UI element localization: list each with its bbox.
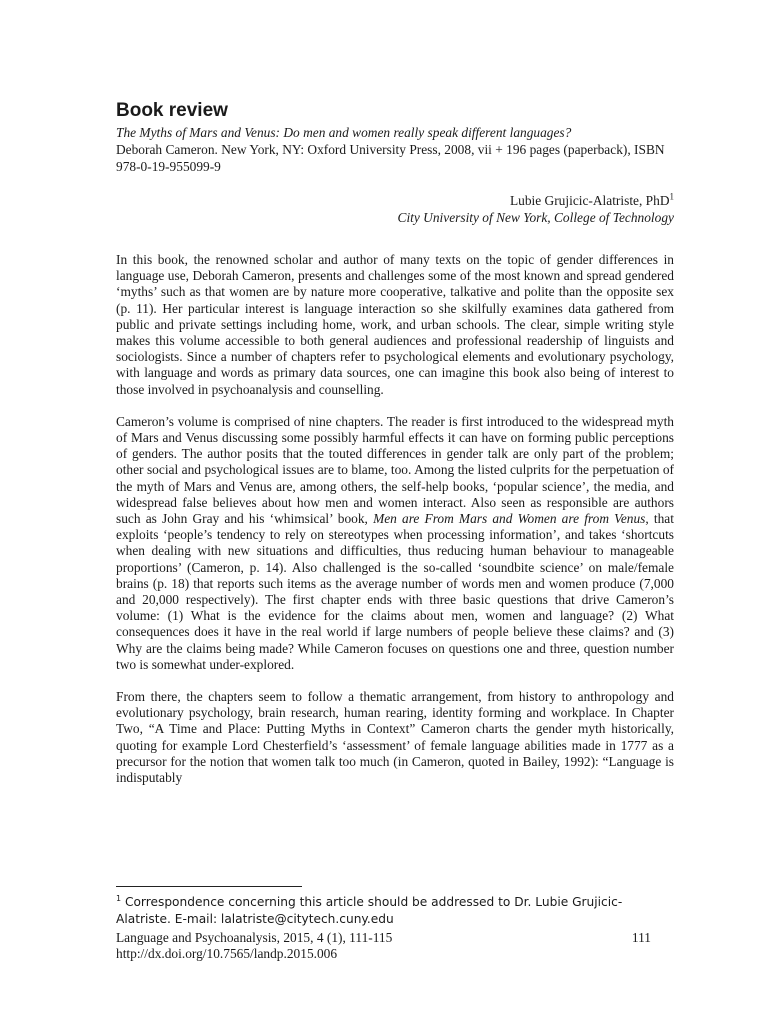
book-citation: [116, 124, 674, 175]
author-block: [116, 192, 674, 226]
footnote-mark: 1: [116, 893, 122, 903]
footnote-divider: [116, 886, 302, 887]
footnote: [116, 894, 674, 928]
author-affiliation: City University of New York, College of Technology: [397, 210, 674, 225]
body-paragraph-2: [116, 414, 674, 673]
doi-link[interactable]: http://dx.doi.org/10.7565/landp.2015.006: [116, 946, 338, 961]
author-name: Lubie Grujicic-Alatriste, PhD: [509, 193, 670, 208]
footnote-text: Correspondence concerning this article should be addressed to Dr. Lubie Grujicic-Alatriste. E-mail: lalatriste@citytech.cuny.edu: [116, 895, 623, 926]
body-paragraph-3: From there, the chapters seem to follow a thematic arrangement, from history to anthropology and evolutionary psychology, brain research, human rearing, identity forming and workplace. In Chapter Two, “A Time and Place: Putting Myths in Context” Cameron charts the gender myth historically, quoting for example Lord Chesterfield’s ‘assessment’ of female language abilities made in 1777 as a precursor for the notion that women talk too much (in Cameron, quoted in Bailey, 1992): “Language is indisputably: [116, 689, 674, 786]
page-number: 111: [631, 930, 651, 945]
page-title: Book review: [116, 100, 228, 121]
cited-book-title: Men are From Mars and Women are from Venus: [373, 511, 646, 527]
author-footnote-mark: 1: [669, 191, 674, 202]
article-page: [116, 98, 674, 786]
paragraph-2-text-b: , that exploits ‘people’s tendency to rely on stereotypes when processing information’, and takes ‘shortcuts when dealing with new situations and difficulties, thus reducing human behaviour to manageable proportions’ (Cameron, p. 14). Also challenged is the so-called ‘soundbite science’ on male/female brains (p. 18) that reports such items as the average number of words men and women produce (7,000 and 20,000 respectively). The first chapter ends with three basic questions that drive Cameron’s volume: (1) What is the evidence for the claims about men, women and language? (2) What consequences does it have in the real world if large numbers of people believe these claims? and (3) Why are the claims being made? While Cameron focuses on questions one and three, question number two is somewhat under-explored.: [116, 511, 674, 672]
book-title: The Myths of Mars and Venus: Do men and women really speak different languages?: [116, 125, 572, 140]
book-details: Deborah Cameron. New York, NY: Oxford University Press, 2008, vii + 196 pages (paperback), ISBN 978-0-19-955099-9: [116, 142, 665, 174]
journal-citation: Language and Psychoanalysis, 2015, 4 (1), 111-115: [116, 930, 393, 945]
body-paragraph-1: In this book, the renowned scholar and author of many texts on the topic of gender differences in language use, Deborah Cameron, presents and challenges some of the most known and spread gendered ‘myths’ such as that women are by nature more cooperative, talkative and polite than the opposite sex (p. 11). Her particular interest is language interaction so she skilfully examines data gathered from public and private settings including home, work, and urban schools. The clear, simple writing style makes this volume accessible to both general audiences and professional readership of linguists and sociologists. Since a number of chapters refer to psychological elements and evolutionary psychology, with language and words as primary data sources, one can imagine this book also being of interest to those involved in psychoanalysis and counselling.: [116, 252, 674, 397]
paragraph-2-text-a: Cameron’s volume is comprised of nine chapters. The reader is first introduced to the widespread myth of Mars and Venus discussing some possibly harmful effects it can have on forming public perceptions of genders. The author posits that the touted differences in gender talk are only part of the problem; other social and psychological issues are to blame, too. Among the listed culprits for the perpetuation of the myth of Mars and Venus are, among others, the self-help books, ‘popular science’, the media, and widespread false believes about how men and women interact. Also seen as responsible are authors such as John Gray and his ‘whimsical’ book,: [116, 413, 674, 527]
page-footer: [116, 930, 651, 962]
